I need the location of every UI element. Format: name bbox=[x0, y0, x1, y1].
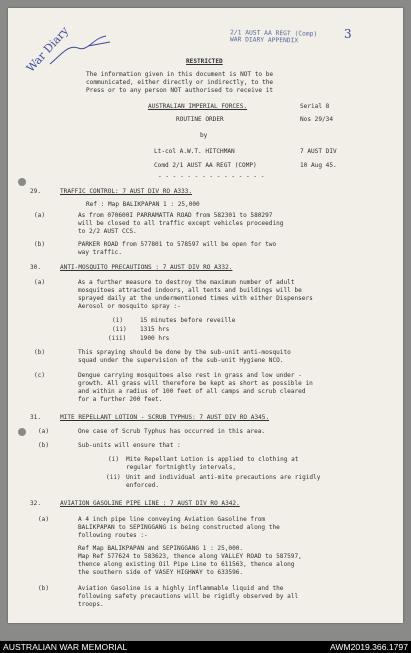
para-label: (b) bbox=[34, 241, 46, 248]
classification-heading: RESTRICTED bbox=[186, 58, 223, 65]
handwritten-page-number: 3 bbox=[344, 27, 352, 41]
officer-name: Lt-col A.W.T. HITCHMAN bbox=[154, 148, 235, 155]
list-item: 15 minutes before reveille bbox=[140, 317, 236, 324]
para-line: and within a radius of 100 feet of all camps and scrub cleared bbox=[78, 388, 306, 395]
section-title: AVIATION GASOLINE PIPE LINE : 7 AUST DIV RO A342. bbox=[60, 500, 240, 507]
list-item: enforced. bbox=[126, 482, 160, 489]
para-line: Aviation Gasoline is a highly inflammable liquid and the bbox=[78, 585, 284, 592]
notice-line: The information given in this document is NOT to be bbox=[86, 71, 274, 78]
punch-hole bbox=[18, 178, 26, 186]
para-line: troops. bbox=[78, 601, 104, 608]
by-line: by bbox=[200, 132, 208, 139]
map-line: the southern side of VASEY HIGHWAY to 633596. bbox=[78, 569, 244, 576]
para-line: BALIKPAPAN to SEPINGGANG is being constructed along the bbox=[78, 524, 280, 531]
list-label: (i) bbox=[112, 317, 124, 324]
para-label: (a) bbox=[34, 279, 46, 286]
para-label: (a) bbox=[34, 212, 46, 219]
section-number: 29. bbox=[30, 188, 42, 195]
list-item: 1315 hrs bbox=[140, 326, 170, 333]
command-line: Comd 2/1 AUST AA REGT (COMP) bbox=[154, 162, 257, 169]
section-number: 31. bbox=[30, 414, 42, 421]
division-name: 7 AUST DIV bbox=[300, 148, 337, 155]
list-label: (ii) bbox=[106, 474, 121, 481]
para-line: following safety precautions will be rigidly observed by all bbox=[78, 593, 299, 600]
section-number: 32. bbox=[30, 500, 42, 507]
para-label: (c) bbox=[34, 372, 46, 379]
para-line: will be closed to all traffic except vehicles proceeding bbox=[78, 220, 284, 227]
list-item: regular fortnightly intervals, bbox=[126, 464, 237, 471]
para-line: to 2/2 AUST CCS. bbox=[78, 228, 137, 235]
footer-accession-number: AWM2019.366.1797 bbox=[329, 642, 408, 652]
para-label: (a) bbox=[38, 516, 50, 523]
para-label: (b) bbox=[34, 349, 46, 356]
para-line: Sub-units will ensure that : bbox=[78, 442, 181, 449]
para-line: for a further 200 feet. bbox=[78, 396, 163, 403]
para-line: sprayed daily at the undermentioned times with either Dispensers bbox=[78, 295, 313, 302]
map-line: thence along existing Oil Pipe Line to 611563, thence along bbox=[78, 561, 295, 568]
list-label: (iii) bbox=[108, 335, 127, 342]
para-line: Dengue carrying mosquitoes also rest in grass and low under - bbox=[78, 372, 302, 379]
para-label: (a) bbox=[38, 428, 50, 435]
war-diary-stamp: 2/1 AUST AA REGT (Comp) WAR DIARY APPENDIX bbox=[229, 29, 318, 45]
para-line: following routes :- bbox=[78, 532, 148, 539]
para-line: PARKER ROAD from 577801 to 578597 will be open for two bbox=[78, 241, 277, 248]
para-line: growth. All grass will therefore be kept as short as possible in bbox=[78, 380, 313, 387]
para-line: squad under the supervision of the sub-unit Hygiene NCO. bbox=[78, 357, 284, 364]
list-label: (i) bbox=[108, 456, 120, 463]
para-line: Aerosol or mosquito spray :- bbox=[78, 303, 181, 310]
map-reference: Ref : Map BALIKPAPAN 1 : 25,000 bbox=[86, 201, 200, 208]
para-line: One case of Scrub Typhus has occurred in this area. bbox=[78, 428, 266, 435]
para-line: This spraying should be done by the sub-unit anti-mosquito bbox=[78, 349, 291, 356]
handwritten-note: War Diary bbox=[24, 24, 72, 75]
document-page bbox=[8, 8, 403, 623]
order-date: 10 Aug 45. bbox=[300, 162, 337, 169]
para-line: A 4 inch pipe line conveying Aviation Gasoline from bbox=[78, 516, 266, 523]
section-title: TRAFFIC CONTROL: 7 AUST DIV RO A333. bbox=[60, 188, 193, 195]
order-numbers: Nos 29/34 bbox=[300, 116, 334, 123]
section-title: MITE REPELLANT LOTION - SCRUB TYPHUS: 7 AUST DIV RO A345. bbox=[60, 414, 270, 421]
para-line: mosquitoes attracted indoors, all tents and buildings will be bbox=[78, 287, 302, 294]
footer-institution: AUSTRALIAN WAR MEMORIAL bbox=[3, 642, 128, 652]
para-label: (b) bbox=[38, 585, 50, 592]
list-item: Unit and individual anti-mite precautions are rigidly bbox=[126, 474, 321, 481]
map-line: Map Ref 577624 to 583623, thence along VALLEY ROAD to 587597, bbox=[78, 553, 302, 560]
order-type: ROUTINE ORDER bbox=[176, 116, 224, 123]
force-name: AUSTRALIAN IMPERIAL FORCES. bbox=[148, 103, 248, 110]
notice-line: Press or to any person NOT authorised to receive it bbox=[86, 87, 274, 94]
punch-hole bbox=[18, 428, 26, 436]
list-item: 1900 hrs bbox=[140, 335, 170, 342]
separator-rule: - - - - - - - - - - - - - - - bbox=[158, 173, 265, 180]
list-label: (ii) bbox=[112, 326, 127, 333]
map-line: Ref Map BALIKPAPAN and SEPINGGANG 1 : 25,000. bbox=[78, 545, 244, 552]
para-label: (b) bbox=[38, 442, 50, 449]
para-line: As from 070600I PARRAMATTA ROAD from 582301 to 580297 bbox=[78, 212, 273, 219]
para-line: As a further measure to destroy the maximum number of adult bbox=[78, 279, 295, 286]
para-line: way traffic. bbox=[78, 249, 123, 256]
archive-footer bbox=[0, 641, 411, 653]
notice-line: communicated, either directly or indirectly, to the bbox=[86, 79, 274, 86]
serial-number: Serial 8 bbox=[300, 103, 330, 110]
section-number: 30. bbox=[30, 264, 42, 271]
section-title: ANTI-MOSQUITO PRECAUTIONS : 7 AUST DIV RO A332. bbox=[60, 264, 233, 271]
list-item: Mite Repellant Lotion is applied to clothing at bbox=[126, 456, 299, 463]
handwritten-scribble bbox=[48, 34, 118, 74]
